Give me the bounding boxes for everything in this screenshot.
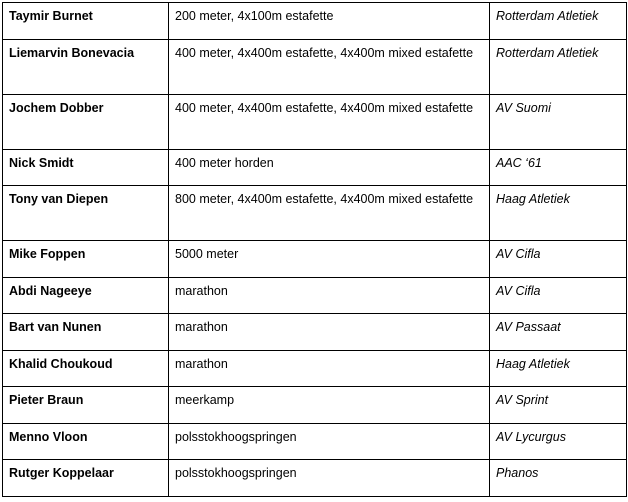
athlete-name: Jochem Dobber xyxy=(3,95,169,150)
athlete-event: 400 meter, 4x400m estafette, 4x400m mixed estafette xyxy=(169,95,490,150)
athlete-event: meerkamp xyxy=(169,387,490,424)
athlete-name: Rutger Koppelaar xyxy=(3,460,169,497)
athlete-club: AV Lycurgus xyxy=(490,424,627,460)
athlete-event: 400 meter horden xyxy=(169,150,490,186)
table-row xyxy=(3,424,627,460)
table-row xyxy=(3,278,627,314)
athlete-club: AV Cifla xyxy=(490,278,627,314)
athlete-name: Khalid Choukoud xyxy=(3,351,169,387)
table-row xyxy=(3,40,627,95)
athlete-club: AV Cifla xyxy=(490,241,627,278)
athlete-event: marathon xyxy=(169,351,490,387)
athlete-name: Bart van Nunen xyxy=(3,314,169,351)
athlete-club: AV Sprint xyxy=(490,387,627,424)
athlete-event: polsstokhoogspringen xyxy=(169,424,490,460)
table-row xyxy=(3,351,627,387)
athlete-table xyxy=(2,2,627,497)
athlete-event: 200 meter, 4x100m estafette xyxy=(169,3,490,40)
table-row xyxy=(3,387,627,424)
athlete-club: AV Suomi xyxy=(490,95,627,150)
table-row xyxy=(3,314,627,351)
athlete-club: Rotterdam Atletiek xyxy=(490,40,627,95)
athlete-name: Mike Foppen xyxy=(3,241,169,278)
athlete-club: Haag Atletiek xyxy=(490,351,627,387)
table-row xyxy=(3,460,627,497)
athlete-name: Pieter Braun xyxy=(3,387,169,424)
athlete-event: 400 meter, 4x400m estafette, 4x400m mixed estafette xyxy=(169,40,490,95)
athlete-club: Phanos xyxy=(490,460,627,497)
athlete-name: Tony van Diepen xyxy=(3,186,169,241)
athlete-event: 800 meter, 4x400m estafette, 4x400m mixed estafette xyxy=(169,186,490,241)
table-row xyxy=(3,241,627,278)
table-row xyxy=(3,150,627,186)
athlete-club: Haag Atletiek xyxy=(490,186,627,241)
athlete-name: Taymir Burnet xyxy=(3,3,169,40)
athlete-name: Nick Smidt xyxy=(3,150,169,186)
athlete-name: Liemarvin Bonevacia xyxy=(3,40,169,95)
athlete-event: marathon xyxy=(169,314,490,351)
athlete-club: Rotterdam Atletiek xyxy=(490,3,627,40)
athlete-event: polsstokhoogspringen xyxy=(169,460,490,497)
table-row xyxy=(3,95,627,150)
athlete-club: AV Passaat xyxy=(490,314,627,351)
athlete-club: AAC ‘61 xyxy=(490,150,627,186)
athlete-event: 5000 meter xyxy=(169,241,490,278)
table-row xyxy=(3,186,627,241)
athlete-name: Abdi Nageeye xyxy=(3,278,169,314)
table-row xyxy=(3,3,627,40)
athlete-event: marathon xyxy=(169,278,490,314)
athlete-name: Menno Vloon xyxy=(3,424,169,460)
